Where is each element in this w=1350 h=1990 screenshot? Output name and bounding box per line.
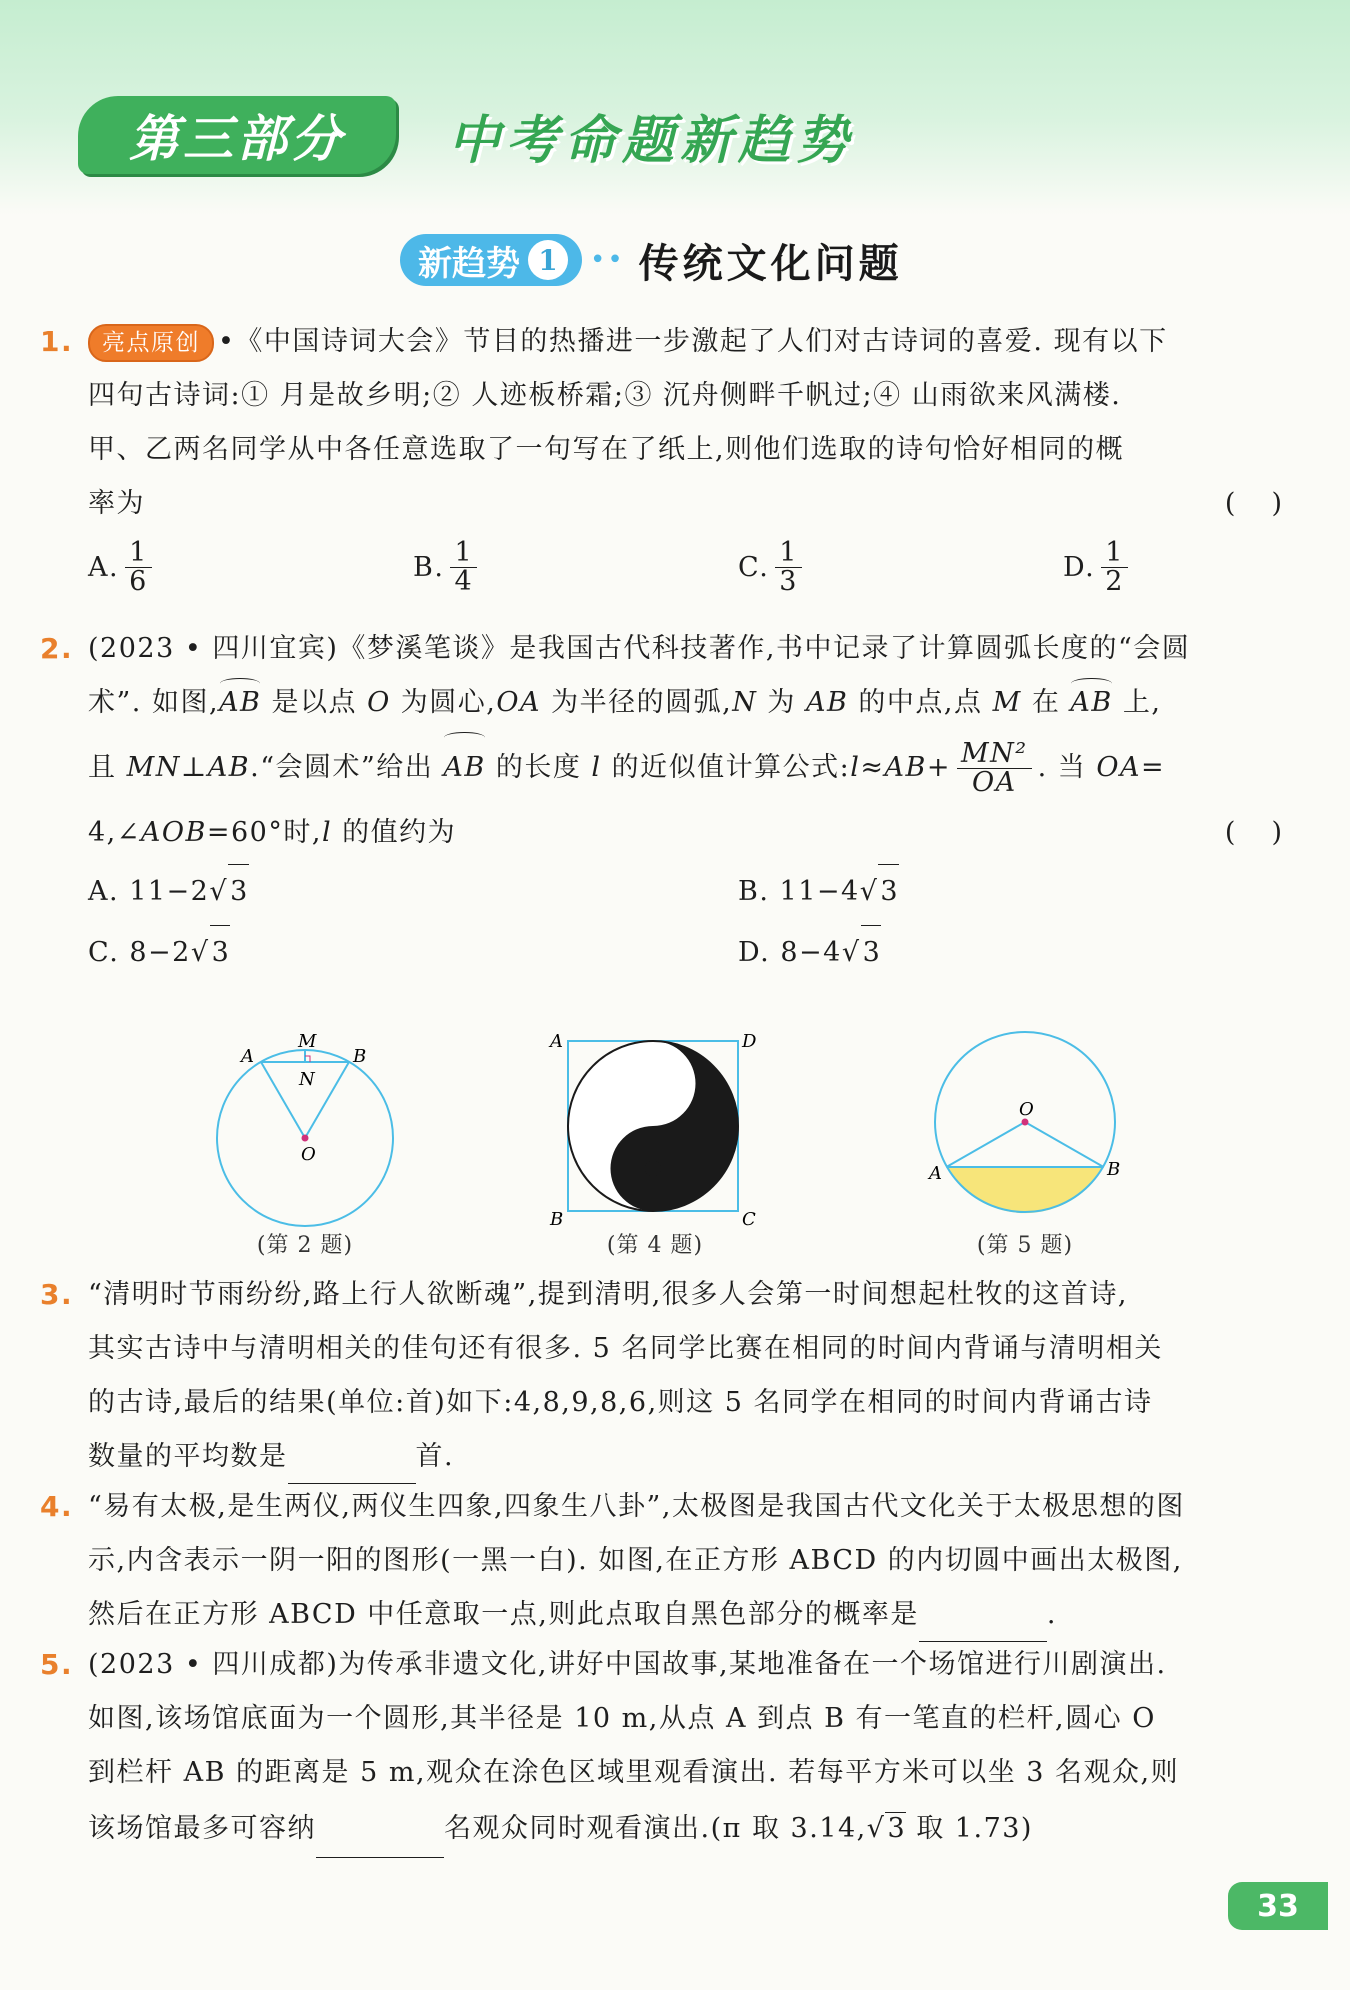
text: 的值约为 [332,817,457,848]
q2-options-row1 [88,864,1288,919]
question-number: 4. [40,1490,74,1523]
numerator: 1 [450,539,477,568]
q1-line: •《中国诗词大会》节目的热播进一步激起了人们对古诗词的喜爱. 现有以下 [218,326,1168,357]
text: 为 [757,687,806,718]
label-o: O [1019,1099,1034,1120]
figure-4-caption: (第 4 题) [606,1233,704,1258]
var: OA= [1096,752,1166,783]
text: 的中点,点 [848,687,993,718]
option-text: 8−4 [780,936,842,968]
option-label: A. [88,875,120,907]
radicand: 3 [887,1813,907,1844]
part-title: 中考命题新趋势 [448,110,855,171]
q2-line [88,676,1288,730]
text: 该场馆最多可容纳 [88,1813,316,1844]
question-5 [40,1638,1288,1858]
var: OA [496,687,542,718]
question-1 [40,315,1318,597]
q2-options-row2 [88,925,1288,980]
denominator: 2 [1105,566,1124,597]
answer-paren: () [1224,488,1318,519]
option-label: B. [413,551,445,583]
text: =60°时, [206,817,322,848]
text: .“会圆术”给出 [250,752,444,783]
trend-dots-icon: •• [590,245,625,275]
q3-line: “清明时节雨纷纷,路上行人欲断魂”,提到清明,很多人会第一时间想起杜牧的这首诗, [88,1279,1128,1310]
radicand: 3 [861,925,882,980]
text: 为圆心, [390,687,497,718]
numerator: 1 [125,539,152,568]
q5-line: 如图,该场馆底面为一个圆形,其半径是 10 m,从点 A 到点 B 有一笔直的栏杆,圆心 O [88,1703,1156,1734]
formula-fraction [957,740,1032,797]
question-number: 2. [40,632,74,665]
option-b[interactable]: B. 11−4 √ 3 [738,864,899,919]
text: 名观众同时观看演出.(π 取 3.14, [444,1813,867,1844]
text: . [1046,1599,1057,1630]
shaded-region [946,1167,1103,1213]
q1-line: 甲、乙两名同学从中各任意选取了一句写在了纸上,则他们选取的诗句恰好相同的概 [88,434,1125,465]
label-d: D [742,1031,757,1052]
var: l [321,817,333,848]
denominator: OA [971,767,1017,798]
numerator: 1 [775,539,802,568]
label-b: B [1107,1159,1121,1180]
denominator: 6 [129,566,148,597]
option-label: C. [88,936,120,968]
option-text: 11−4 [779,875,860,907]
label-b: B [550,1209,564,1230]
var: M [992,687,1022,718]
trend-title: 传统文化问题 [638,239,903,287]
option-label: D. [1063,551,1096,583]
question-2 [40,622,1318,980]
option-label: C. [738,551,770,583]
q2-line [88,730,1288,806]
formula: l≈AB+ [850,752,951,783]
text: 的长度 [485,752,592,783]
q5-line: 到栏杆 AB 的距离是 5 m,观众在涂色区域里观看演出. 若每平方米可以坐 3 名观众,则 [88,1757,1180,1788]
q4-line: “易有太极,是生两仪,两仪生四象,四象生八卦”,太极图是我国古代文化关于太极思想的图 [88,1491,1185,1522]
question-number: 1. [40,325,74,358]
question-number: 3. [40,1278,74,1311]
var: N [732,687,758,718]
option-label: B. [738,875,770,907]
answer-paren: () [1224,817,1318,848]
figure-2-caption: (第 2 题) [256,1233,354,1258]
q5-line: (2023 • 四川成都)为传承非遗文化,讲好中国故事,某地准备在一个场馆进行川剧演出. [88,1649,1167,1680]
part-label: 第三部分 [78,96,396,174]
q3-line: 其实古诗中与清明相关的佳句还有很多. 5 名同学比赛在相同的时间内背诵与清明相关 [88,1333,1163,1364]
option-label: A. [88,551,120,583]
q1-options [88,539,1288,596]
text: 且 [88,752,127,783]
text: 为半径的圆弧, [541,687,733,718]
q3-line: 的古诗,最后的结果(单位:首)如下:4,8,9,8,6,则这 5 名同学在相同的时间内背诵古诗 [88,1387,1153,1418]
figure-4 [540,1025,770,1230]
label-a: A [550,1031,563,1052]
highlight-tag: 亮点原创 [88,324,214,362]
text: 的近似值计算公式: [601,752,851,783]
option-d[interactable]: D. 8−4 √ 3 [738,925,881,980]
option-a[interactable] [88,539,413,596]
denominator: 4 [454,566,474,597]
question-4 [40,1480,1288,1642]
arc-ab: AB [1070,676,1112,730]
var: AB [806,687,849,718]
label-a: A [929,1163,942,1184]
q1-line: 率为 [88,488,145,519]
text: 是以点 [261,687,368,718]
text: . 当 [1037,752,1097,783]
q3-line [88,1430,1288,1484]
label-o: O [301,1144,316,1165]
black-dot [645,1161,661,1177]
trend-number: 1 [528,240,568,280]
option-b[interactable] [413,539,738,596]
label-n: N [299,1069,315,1090]
figure-5-caption: (第 5 题) [976,1233,1074,1258]
radius-ob [1025,1122,1104,1167]
text: 4,∠ [88,817,141,848]
var: MN⊥AB [126,752,251,783]
text: 在 [1021,687,1071,718]
fraction [125,539,152,596]
arc-ab: AB [219,676,261,730]
option-text: 11−2 [129,875,210,907]
var: AOB [140,817,207,848]
center-point [302,1135,309,1142]
radius-oa [946,1122,1025,1167]
option-label: D. [738,936,771,968]
option-d[interactable] [1063,539,1283,596]
fraction [775,539,802,596]
q2-line: (2023 • 四川宜宾)《梦溪笔谈》是我国古代科技著作,书中记录了计算圆弧长度的“会圆 [88,633,1191,664]
fraction [450,539,477,596]
label-a: A [241,1046,254,1067]
q1-line: 四句古诗词:① 月是故乡明;② 人迹板桥霜;③ 沉舟侧畔千帆过;④ 山雨欲来风满楼. [88,380,1122,411]
numerator: 1 [1101,539,1128,568]
var: l [591,752,602,783]
white-dot [645,1076,661,1092]
text: 首. [415,1441,455,1472]
text: 上, [1112,687,1162,718]
answer-blank[interactable] [919,1607,1047,1642]
option-c[interactable]: C. 8−2 √ 3 [88,925,738,980]
text: 术”. 如图, [88,687,220,718]
question-3 [40,1268,1288,1484]
radicand: 3 [878,864,899,919]
trend-heading [400,230,903,290]
var: O [367,687,391,718]
denominator: 3 [779,566,798,597]
question-number: 5. [40,1648,74,1681]
option-a[interactable]: A. 11−2 √ 3 [88,864,738,919]
arc-ab: AB [443,730,485,806]
label-b: B [353,1046,367,1067]
text: 取 1.73) [906,1813,1033,1844]
q4-line [88,1588,1288,1642]
radicand: 3 [210,925,231,980]
trend-label: 新趋势 [418,243,520,284]
trend-badge [400,234,582,286]
q2-line [88,806,1318,860]
answer-blank[interactable] [288,1449,416,1484]
q4-line: 示,内含表示一阴一阳的图形(一黑一白). 如图,在正方形 ABCD 的内切圆中画出太极图, [88,1545,1183,1576]
q5-line: 该场馆最多可容纳 名观众同时观看演出.(π 取 3.14,√3 取 1.73) [88,1800,1288,1858]
text: 数量的平均数是 [88,1441,288,1472]
radicand: 3 [228,864,249,919]
label-c: C [742,1209,756,1230]
label-m: M [298,1031,317,1052]
answer-blank[interactable] [316,1823,444,1858]
page-number: 33 [1228,1882,1328,1930]
fraction [1101,539,1128,596]
numerator: MN² [957,740,1032,769]
option-c[interactable] [738,539,1063,596]
figure-2 [205,1030,405,1230]
text: 然后在正方形 ABCD 中任意取一点,则此点取自黑色部分的概率是 [88,1599,919,1630]
figure-5 [915,1025,1135,1230]
option-text: 8−2 [129,936,191,968]
